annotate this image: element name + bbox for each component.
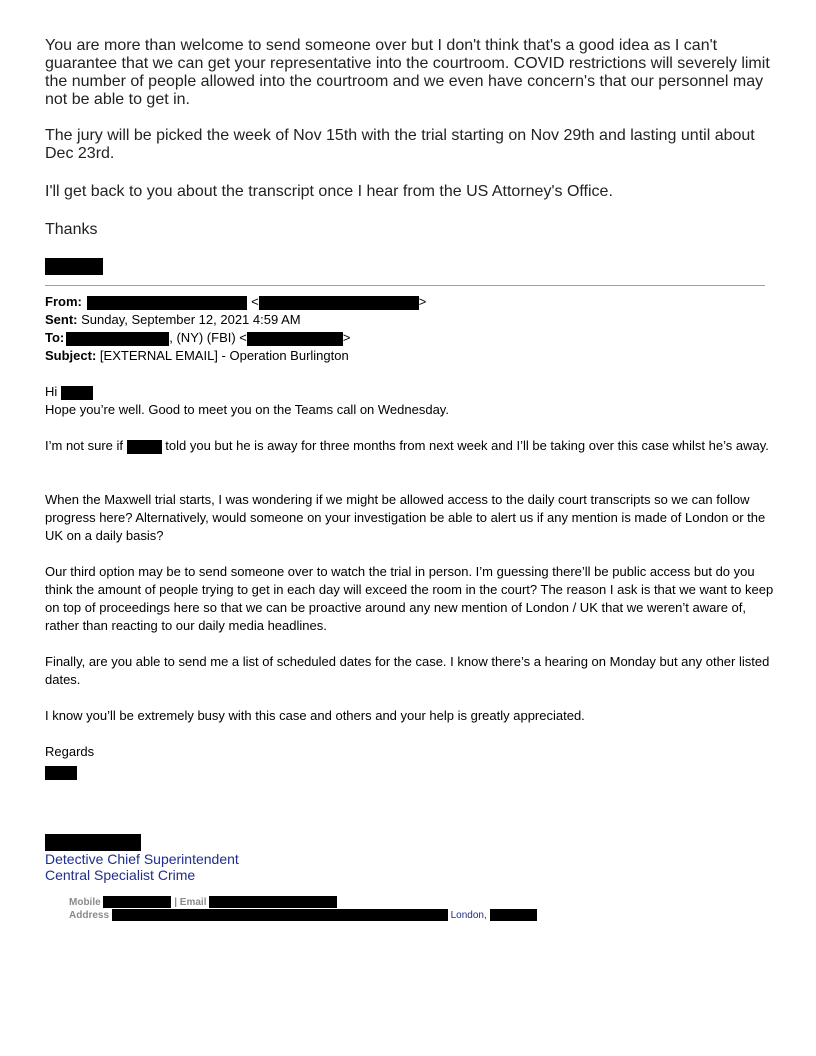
redacted-sender-first-name [45, 766, 77, 780]
to-value: , (NY) (FBI) < [169, 330, 247, 345]
redacted-recipient-name [61, 386, 93, 400]
redacted-colleague-name [127, 440, 162, 454]
subject-label: Subject: [45, 348, 97, 363]
redacted-mobile-number [103, 896, 171, 908]
to-label: To: [45, 330, 65, 345]
header-from-row [45, 293, 775, 311]
reply-paragraph-2: The jury will be picked the week of Nov 15th with the trial starting on Nov 29th and lasting until about Dec 23rd. [45, 127, 755, 162]
reply-paragraph-3: I'll get back to you about the transcript once I hear from the US Attorney's Office. [45, 183, 613, 200]
body-paragraph-5 [45, 707, 775, 725]
from-bracket-close: > [418, 294, 427, 309]
redacted-to-email [247, 332, 343, 346]
body-paragraph-1 [45, 437, 775, 455]
signature-title: Detective Chief Superintendent [45, 851, 239, 867]
redacted-sender-name [45, 258, 103, 275]
p1-start-text: I’m not sure if [45, 438, 124, 453]
signature-unit: Central Specialist Crime [45, 867, 196, 883]
body-greeting [45, 383, 775, 401]
reply-closing: Thanks [45, 221, 98, 238]
hope-text: Hope you’re well. Good to meet you on the Teams call on Wednesday. [45, 402, 449, 417]
body-sender-name [45, 763, 775, 781]
sent-value: Sunday, September 12, 2021 4:59 AM [81, 312, 301, 327]
address-city: London, [450, 910, 487, 921]
redacted-email-address [209, 896, 337, 908]
mobile-label: Mobile [69, 897, 101, 908]
p2-text: When the Maxwell trial starts, I was wondering if we might be allowed access to the daily court transcripts so we can follow progress here? Alternatively, would someone on your investigation be able to alert us if any mention is made of London or the UK on a daily basis? [45, 492, 766, 543]
p1-end-text: told you but he is away for three months from next week and I’ll be taking over this case whilst he’s away. [165, 438, 769, 453]
p4-text: Finally, are you able to send me a list of scheduled dates for the case. I know there’s a hearing on Monday but any other listed dates. [45, 654, 770, 687]
body-regards [45, 743, 775, 761]
header-sent-row [45, 311, 775, 329]
address-label: Address [69, 910, 110, 921]
body-paragraph-2 [45, 491, 775, 545]
header-subject-row [45, 347, 775, 365]
from-label: From: [45, 294, 82, 309]
body-paragraph-4 [45, 653, 775, 689]
redacted-signature-name [45, 834, 141, 851]
reply-paragraph-1: You are more than welcome to send someone over but I don't think that's a good idea as I can't guarantee that we can get your representative into the courtroom. COVID restrictions will severely limit the number of people allowed into the courtroom and we even have concern's that our personnel may not be able to get in. [45, 37, 770, 108]
subject-value: [EXTERNAL EMAIL] - Operation Burlington [99, 348, 349, 363]
email-label: | Email [174, 897, 207, 908]
p5-text: I know you’ll be extremely busy with this case and others and your help is greatly appreciated. [45, 708, 585, 723]
signature-address-row [69, 909, 537, 922]
redacted-postcode [490, 909, 537, 921]
greeting-text: Hi [45, 384, 58, 399]
redacted-to-name [66, 332, 169, 346]
sent-label: Sent: [45, 312, 78, 327]
body-hope-line [45, 401, 775, 419]
header-to-row [45, 329, 775, 347]
signature-mobile-row [69, 896, 337, 909]
regards-text: Regards [45, 744, 95, 759]
to-bracket-close: > [342, 330, 351, 345]
p3-text: Our third option may be to send someone over to watch the trial in person. I’m guessing there’ll be public access but do you think the amount of people trying to get in each day will exceed the room in the court? The reason I ask is that we want to keep on top of proceedings here so that we can be proactive around any new mention of London / UK that we weren’t aware of, rather than reacting to our daily media headlines. [45, 564, 774, 633]
redacted-from-email [259, 296, 419, 310]
from-bracket-open: < [251, 294, 259, 309]
body-paragraph-3 [45, 563, 775, 635]
redacted-from-name [87, 296, 247, 310]
redacted-street-address [112, 909, 448, 921]
message-divider [45, 285, 765, 286]
